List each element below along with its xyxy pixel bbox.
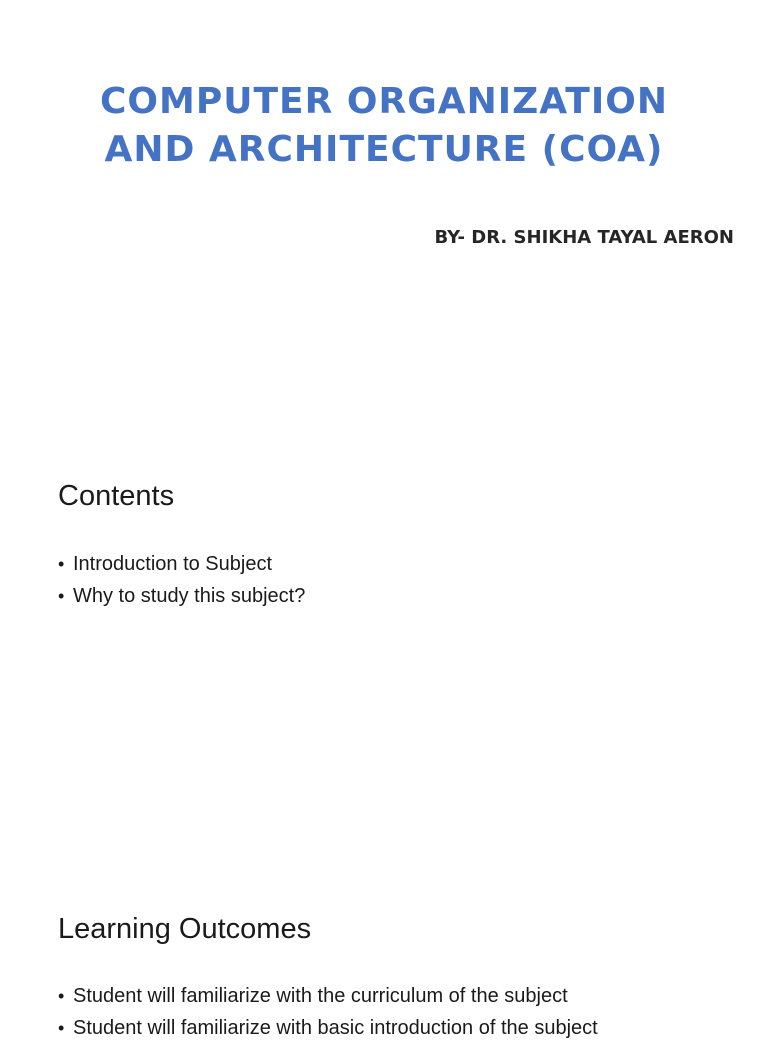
slide-title: [0, 78, 768, 174]
list-item: [58, 548, 305, 580]
slide-title-line-2: AND ARCHITECTURE (COA): [104, 129, 664, 170]
list-item: [58, 980, 598, 1012]
contents-heading: Contents: [58, 480, 175, 512]
list-item-text: Why to study this subject?: [73, 585, 306, 607]
author-byline: BY- DR. SHIKHA TAYAL AERON: [434, 227, 734, 248]
bullet-icon: •: [58, 986, 65, 1006]
list-item-text: Student will familiarize with the curriculum of the subject: [73, 985, 568, 1007]
learning-outcomes-list: [58, 980, 598, 1044]
slide-title-line-1: COMPUTER ORGANIZATION: [100, 81, 668, 122]
list-item: [58, 580, 305, 612]
learning-outcomes-slide: [0, 864, 768, 1039]
list-item: [58, 1012, 598, 1044]
title-slide: [0, 0, 768, 432]
learning-outcomes-heading: Learning Outcomes: [58, 913, 312, 945]
bullet-icon: •: [58, 1018, 65, 1038]
bullet-icon: •: [58, 586, 65, 606]
contents-list: [58, 548, 305, 612]
contents-slide: [0, 432, 768, 864]
bullet-icon: •: [58, 554, 65, 574]
list-item-text: Introduction to Subject: [73, 553, 273, 575]
list-item-text: Student will familiarize with basic introduction of the subject: [73, 1017, 598, 1039]
